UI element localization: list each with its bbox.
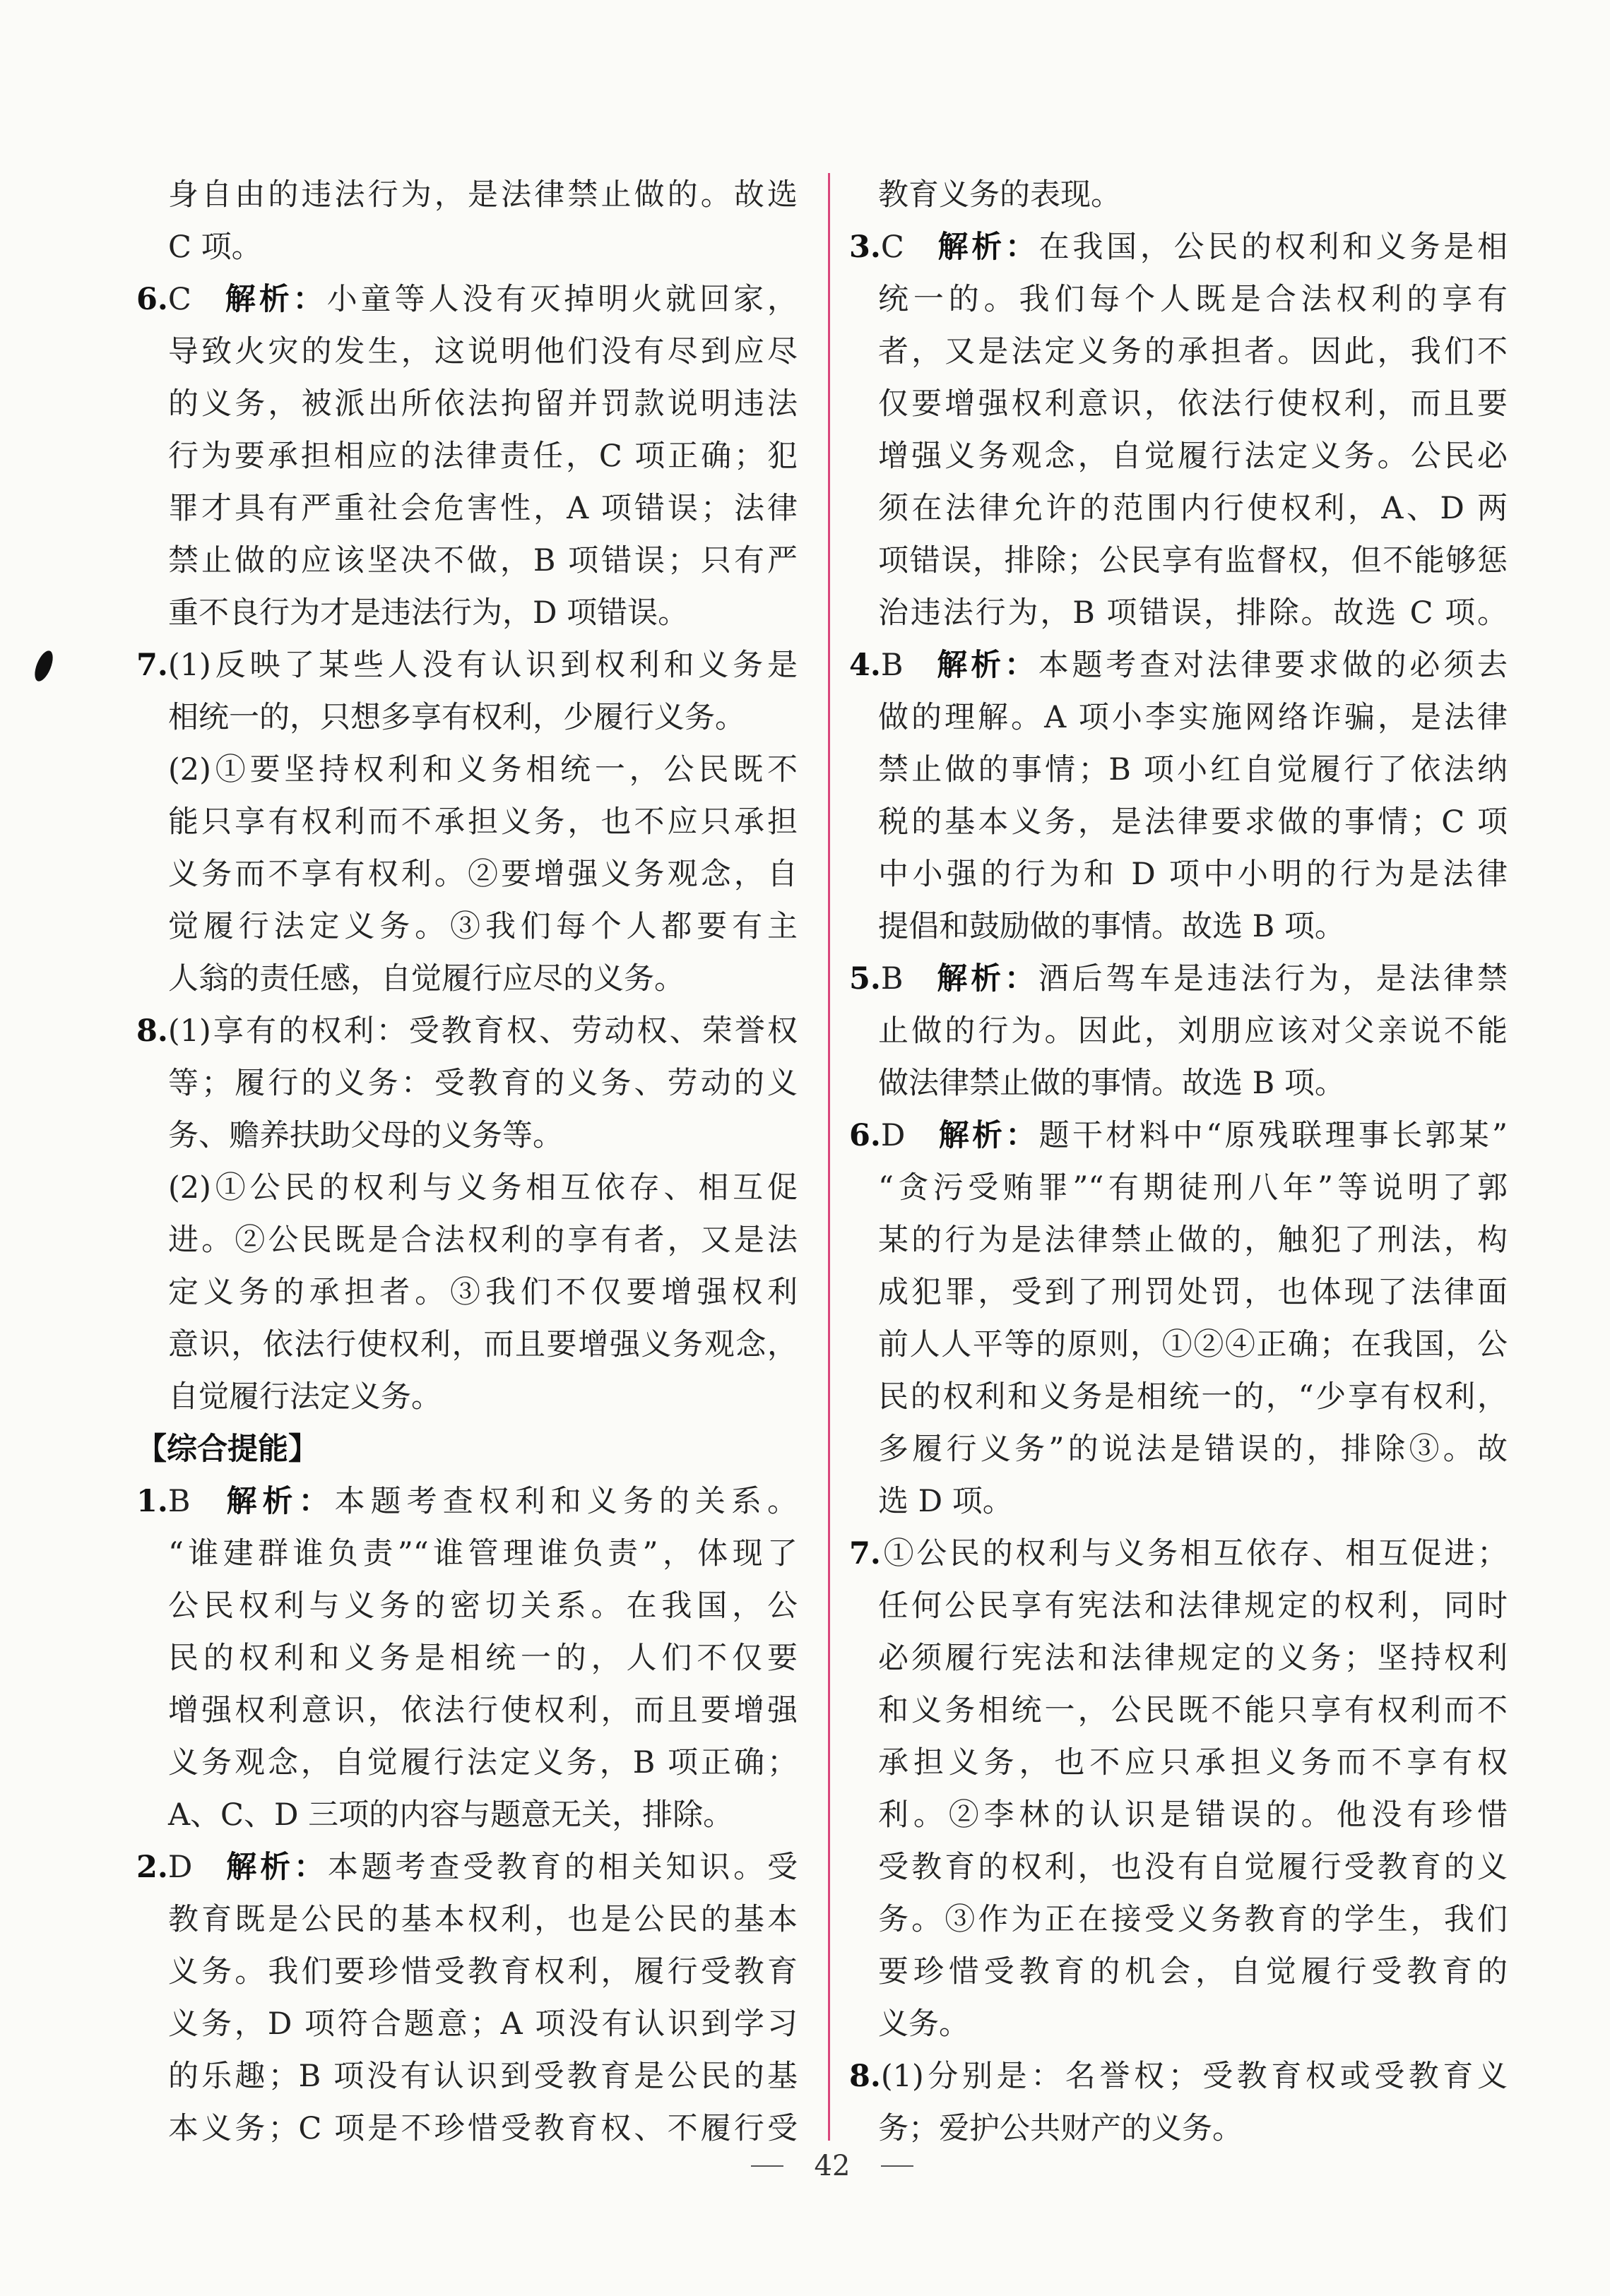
line-text: 小童等人没有灭掉明火就回家， [326,282,798,317]
answer-line: 能只享有权利而不承担义务，也不应只承担 [168,804,798,840]
answer-line: 意识，依法行使权利，而且要增强义务观念， [168,1327,798,1362]
answer-line [849,1528,1508,1580]
answer-line [136,273,798,326]
answer-line: 项错误，排除；公民享有监督权，但不能够惩 [878,543,1508,578]
analysis-label: 解析： [934,230,1039,265]
answer-line: 仅要增强权利意识，依法行使权利，而且要 [878,386,1508,422]
answer-7 [136,639,798,1005]
item-number: 4. [849,648,881,683]
answer-line: 任何公民享有宪法和法律规定的权利，同时 [878,1588,1508,1624]
answer-line: 前人人平等的原则，①②④正确；在我国，公 [878,1327,1508,1362]
left-column [136,169,798,2155]
answer-line: C 项。 [168,230,262,265]
answer-line: 务。③作为正在接受义务教育的学生，我们 [878,1902,1508,1937]
answer-line: 某的行为是法律禁止做的，触犯了刑法，构 [878,1223,1508,1258]
answer-line: 觉履行法定义务。③我们每个人都要有主 [168,909,798,944]
answer-line: 进。②公民既是合法权利的享有者，又是法 [168,1223,798,1258]
extension-answer-6 [849,1110,1508,1528]
answer-choice: B [880,648,904,683]
answer-line: 中小强的行为和 D 项中小明的行为是法律 [878,857,1508,892]
extension-answer-2 [136,1841,798,2155]
item-number: 6. [136,282,168,317]
answer-line: 做的理解。A 项小李实施网络诈骗，是法律 [878,700,1508,735]
answer-line: 教育既是公民的基本权利，也是公民的基本 [168,1902,798,1937]
item-number: 8. [849,2059,881,2094]
extension-answer-5 [849,953,1508,1110]
line-text: 在我国，公民的权利和义务是相 [1038,230,1508,265]
answer-line [849,2050,1508,2102]
answer-line: 者，又是法定义务的承担者。因此，我们不 [878,334,1508,369]
answer-line: 民的权利和义务是相统一的，“少享有权利， [878,1379,1508,1415]
answer-line: 身自由的违法行为，是法律禁止做的。故选 [168,177,798,213]
page-folio [751,2147,913,2185]
answer-choice: B [167,1484,191,1519]
answer-line: “贪污受贿罪”“有期徒刑八年”等说明了郭 [878,1170,1508,1206]
answer-line: (2)①要坚持权利和义务相统一，公民既不 [168,752,798,787]
answer-line: 必须履行宪法和法律规定的义务；坚持权利 [878,1641,1508,1676]
answer-line: 成犯罪，受到了刑罚处罚，也体现了法律面 [878,1275,1508,1310]
answer-line [136,1475,798,1528]
answer-line: 义务。 [878,2006,969,2042]
answer-line: 止做的行为。因此，刘朋应该对父亲说不能 [878,1013,1508,1049]
answer-line [136,1005,798,1057]
answer-line: 行为要承担相应的法律责任，C 项正确；犯 [168,439,798,474]
section-heading: 【综合提能】 [136,1432,319,1467]
answer-6 [136,273,798,639]
answer-line: “谁建群谁负责”“谁管理谁负责”，体现了 [168,1536,798,1571]
answer-line: 禁止做的应该坚决不做，B 项错误；只有严 [168,543,798,578]
line-text: (1)反映了某些人没有认识到权利和义务是 [167,648,798,683]
folio-dash-left [751,2165,783,2167]
answer-line: 务、赡养扶助父母的义务等。 [168,1118,563,1153]
ink-blot [31,648,57,684]
extension-answer-8 [849,2050,1508,2155]
extension-answer-4 [849,639,1508,953]
extension-answer-3 [849,221,1508,639]
answer-line: 税的基本义务，是法律要求做的事情；C 项 [878,804,1508,840]
answer-line: 的义务，被派出所依法拘留并罚款说明违法 [168,386,798,422]
answer-line [849,221,1508,273]
item-number: 6. [849,1118,881,1153]
answer-line: 相统一的，只想多享有权利，少履行义务。 [168,700,745,735]
answer-line: 罪才具有严重社会危害性，A 项错误；法律 [168,491,798,526]
analysis-label: 解析： [935,1118,1039,1153]
answer-line: 禁止做的事情；B 项小红自觉履行了依法纳 [878,752,1508,787]
answer-line: 等；履行的义务：受教育的义务、劳动的义 [168,1066,798,1101]
answer-line: (2)①公民的权利与义务相互依存、相互促 [168,1170,798,1206]
answer-choice: D [167,1850,193,1885]
item-number: 7. [136,648,168,683]
extension-answer-1 [136,1475,798,1841]
line-text: (1)分别是：名誉权；受教育权或受教育义 [880,2059,1508,2094]
extension-answer-2-continued [849,169,1508,221]
answer-line: 增强义务观念，自觉履行法定义务。公民必 [878,439,1508,474]
folio-dash-right [881,2165,913,2167]
item-number: 8. [136,1013,168,1049]
answer-line: 统一的。我们每个人既是合法权利的享有 [878,282,1508,317]
analysis-label: 解析： [223,1850,328,1885]
answer-line: 教育义务的表现。 [878,177,1121,213]
item-number: 5. [849,961,881,997]
analysis-label: 解析： [933,648,1038,683]
answer-line: 人翁的责任感，自觉履行应尽的义务。 [168,961,685,997]
answer-choice: B [880,961,904,997]
right-column [849,169,1508,2155]
answer-line [849,639,1508,691]
answer-choice: D [880,1118,906,1153]
answer-choice: C [880,230,904,265]
column-divider [828,173,830,2141]
answer-line: 导致火灾的发生，这说明他们没有尽到应尽 [168,334,798,369]
answer-line: 的乐趣；B 项没有认识到受教育是公民的基 [168,2059,798,2094]
item-number: 2. [136,1850,168,1885]
item-number: 1. [136,1484,168,1519]
answer-line: 本义务；C 项是不珍惜受教育权、不履行受 [168,2111,798,2146]
line-text: 本题考查对法律要求做的必须去 [1038,648,1508,683]
answer-line: 义务。我们要珍惜受教育权利，履行受教育 [168,1954,798,1989]
answer-line: 义务，D 项符合题意；A 项没有认识到学习 [168,2006,798,2042]
answer-line: 提倡和鼓励做的事情。故选 B 项。 [878,909,1345,944]
answer-line: 义务观念，自觉履行法定义务，B 项正确； [168,1745,798,1780]
answer-8 [136,1005,798,1423]
answer-line: 公民权利与义务的密切关系。在我国，公 [168,1588,798,1624]
answer-line: 务；爱护公共财产的义务。 [878,2111,1243,2146]
analysis-label: 解析： [933,961,1038,997]
answer-line: 承担义务，也不应只承担义务而不享有权 [878,1745,1508,1780]
item-number: 3. [849,230,881,265]
analysis-label: 解析： [220,1484,335,1519]
answer-line: 民的权利和义务是相统一的，人们不仅要 [168,1641,798,1676]
answer-line: 增强权利意识，依法行使权利，而且要增强 [168,1693,798,1728]
answer-line: 做法律禁止做的事情。故选 B 项。 [878,1066,1345,1101]
line-text: 本题考查权利和义务的关系。 [334,1484,798,1519]
answer-choice: C [167,282,191,317]
answer-line [849,1110,1508,1162]
answer-line: 定义务的承担者。③我们不仅要增强权利 [168,1275,798,1310]
answer-line: 治违法行为，B 项错误，排除。故选 C 项。 [878,595,1508,631]
line-text: ①公民的权利与义务相互依存、相互促进； [880,1536,1508,1571]
answer-line: 和义务相统一，公民既不能只享有权利而不 [878,1693,1508,1728]
line-text: 酒后驾车是违法行为，是法律禁 [1038,961,1508,997]
answer-line [136,639,798,691]
item-number: 7. [849,1536,881,1571]
answer-line: 须在法律允许的范围内行使权利，A、D 两 [878,491,1508,526]
line-text: 本题考查受教育的相关知识。受 [327,1850,798,1885]
answer-line: 受教育的权利，也没有自觉履行受教育的义 [878,1850,1508,1885]
answer-line [136,1841,798,1893]
answer-line: 利。②李林的认识是错误的。他没有珍惜 [878,1797,1508,1833]
answer-line: 要珍惜受教育的机会，自觉履行受教育的 [878,1954,1508,1989]
line-text: 题干材料中“原残联理事长郭某” [1038,1118,1508,1153]
answer-line: 义务而不享有权利。②要增强义务观念，自 [168,857,798,892]
line-text: (1)享有的权利：受教育权、劳动权、荣誉权 [167,1013,798,1049]
answer-line: 自觉履行法定义务。 [168,1379,442,1415]
page-number: 42 [814,2150,851,2182]
answer-line: A、C、D 三项的内容与题意无关，排除。 [168,1797,734,1833]
extension-answer-7 [849,1528,1508,2050]
answer-line: 选 D 项。 [878,1484,1013,1519]
answer-line [849,953,1508,1005]
answer-line: 多履行义务”的说法是错误的，排除③。故 [878,1432,1508,1467]
analysis-label: 解析： [221,282,327,317]
answer-5-continued [136,169,798,273]
answer-line: 重不良行为才是违法行为，D 项错误。 [168,595,689,631]
